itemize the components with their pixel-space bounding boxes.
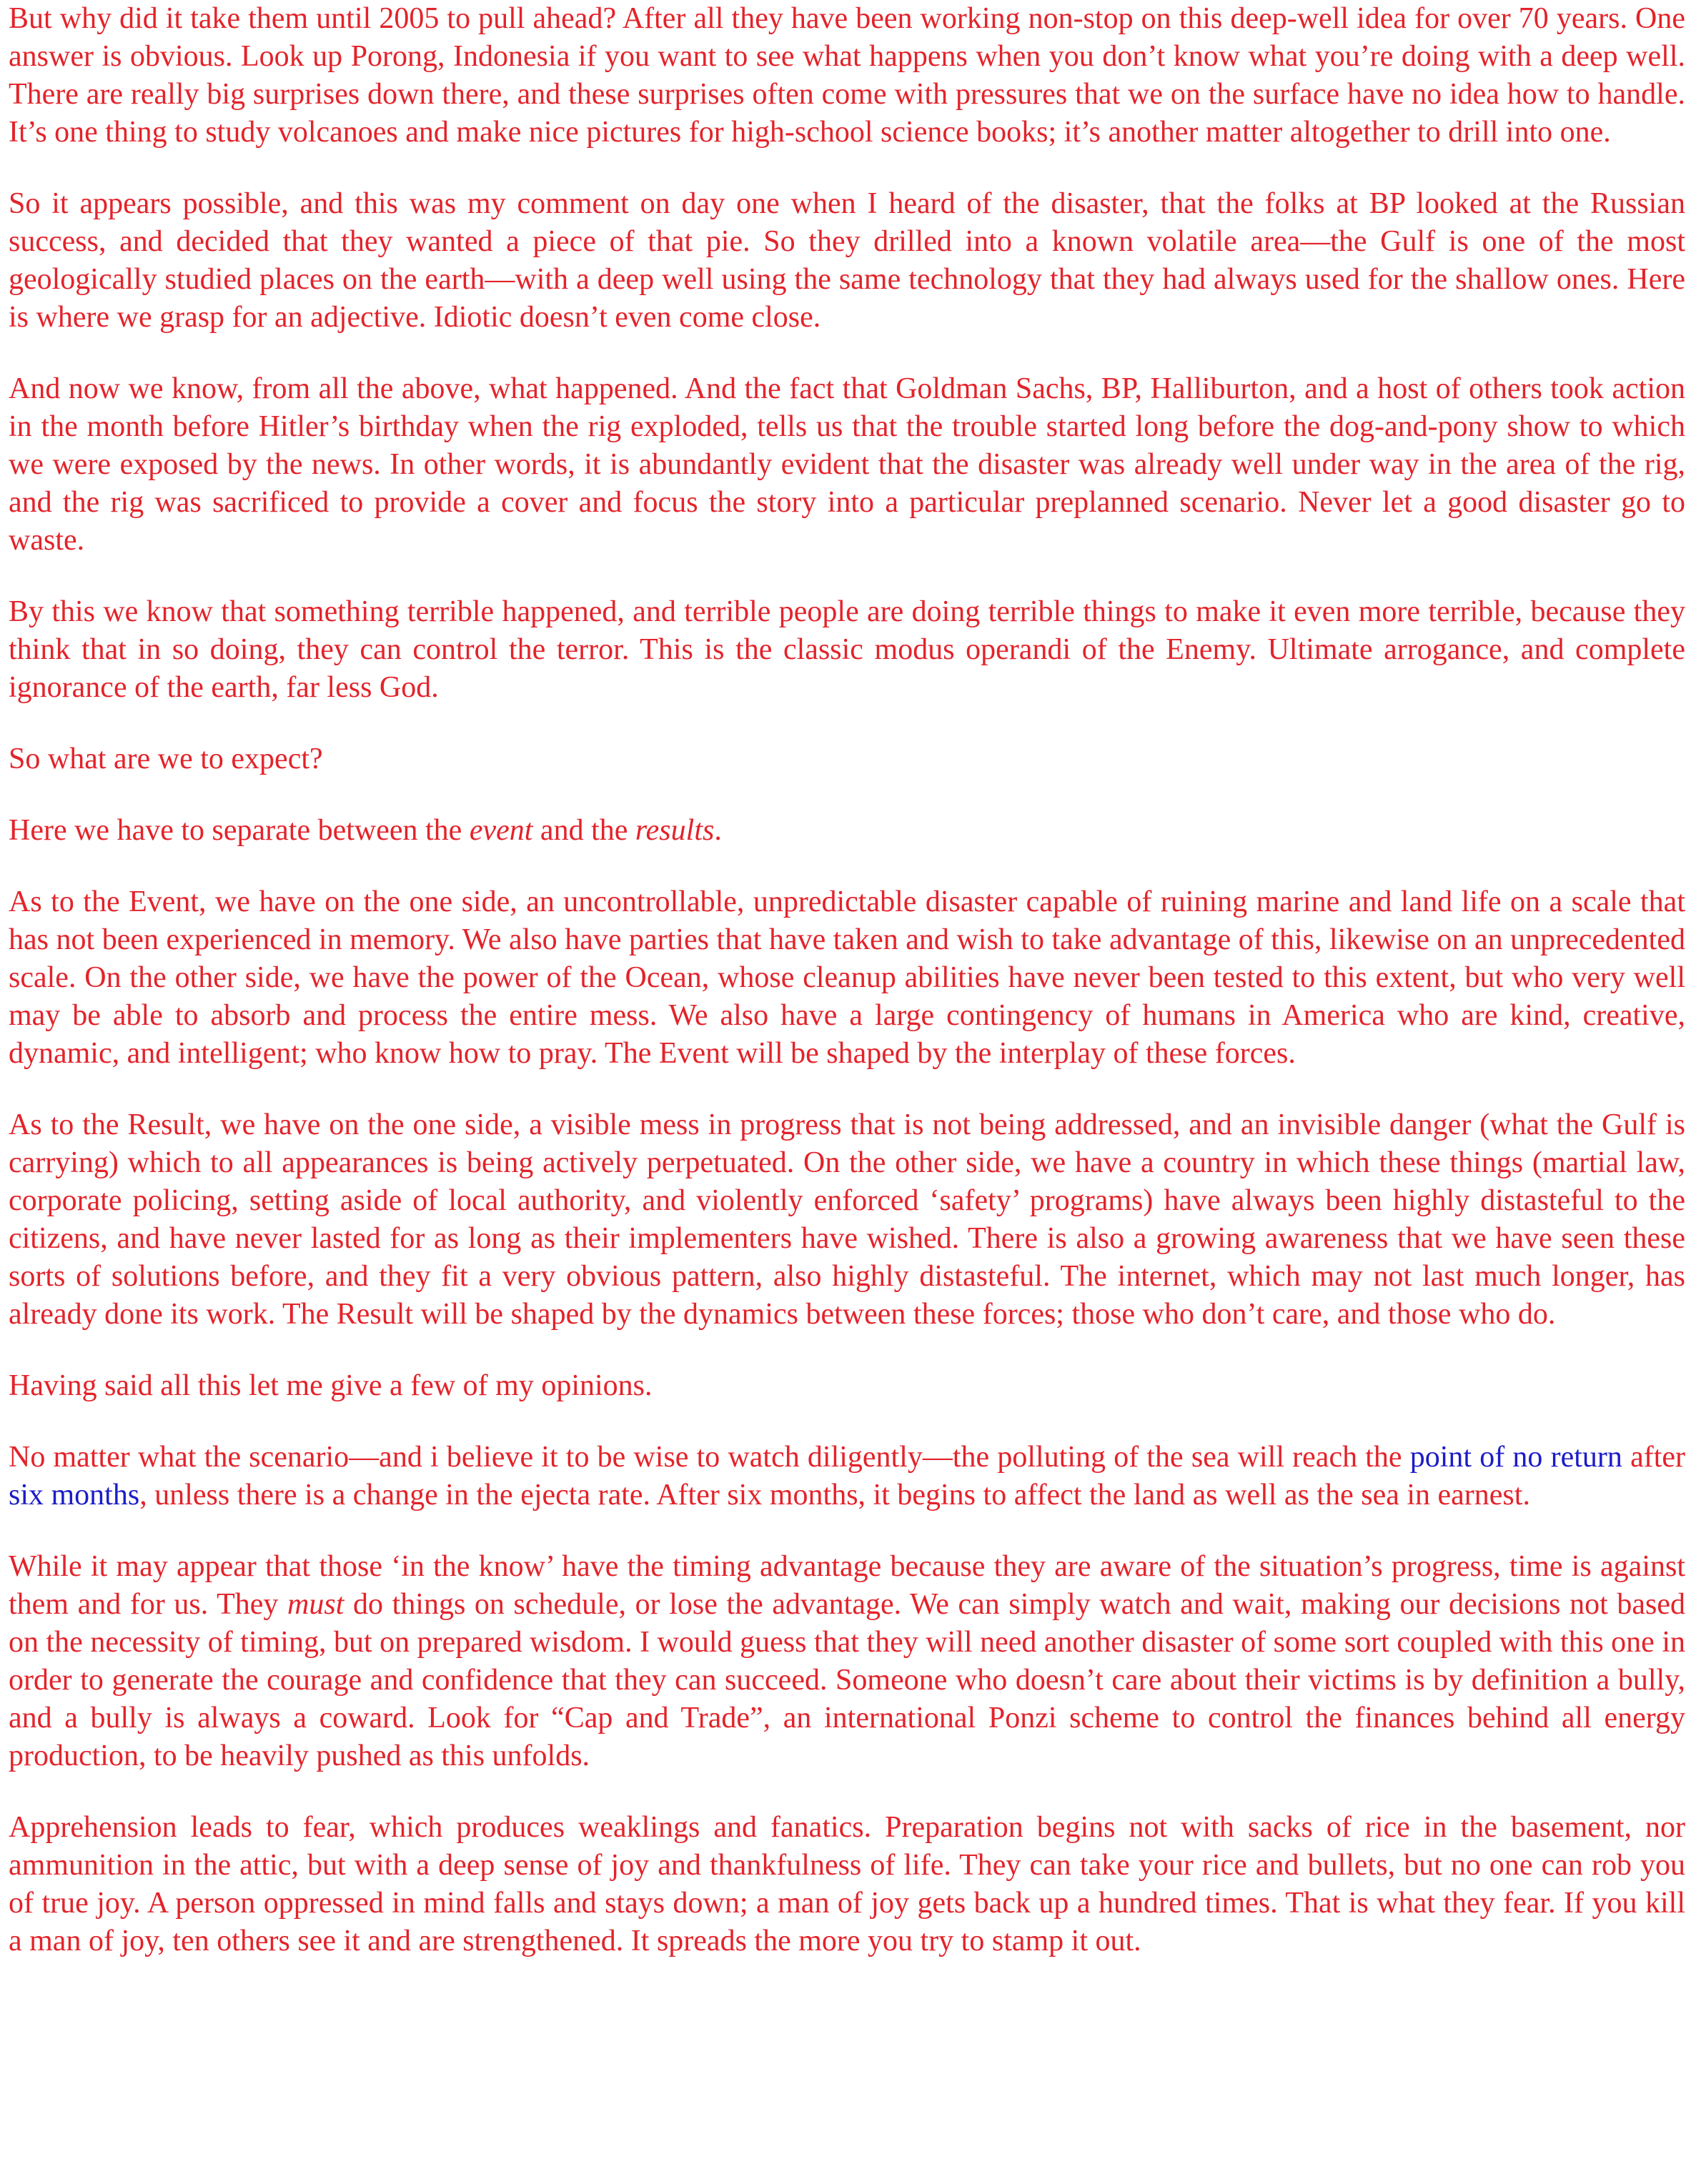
link-point-of-no-return[interactable]: point of no return xyxy=(1409,1441,1622,1474)
paragraph-what-happened: And now we know, from all the above, what happened. And the fact that Goldman Sachs, BP, Halliburton, and a host of others took action in the month before Hitler’s birthday when the rig exploded, tells us that the trouble started long before the dog-and-pony show to which we were exposed by the news. In other words, it is abundantly evident that the disaster was already well under way in the area of the rig, and the rig was sacrificed to provide a cover and focus the story into a particular preplanned scenario. Never let a good disaster go to waste. xyxy=(9,372,1685,557)
text-span: , unless there is a change in the ejecta rate. After six months, it begins to affect the land as well as the sea in earnest. xyxy=(139,1479,1530,1512)
text-span: do things on schedule, or lose the advantage. We can simply watch and wait, making our decisions not based on the necessity of timing, but on prepared wisdom. I would guess that they will need another disaster of some sort coupled with this one in order to generate the courage and confidence that they can succeed. Someone who doesn’t care about their victims is by definition a bully, and a bully is always a coward. Look for “Cap and Trade”, an international Ponzi scheme to control the finances behind all energy production, to be heavily pushed as this unfolds. xyxy=(9,1588,1685,1772)
link-six-months[interactable]: six months xyxy=(9,1479,140,1512)
emphasis-must: must xyxy=(287,1588,344,1621)
text-span: No matter what the scenario—and i believe it to be wise to watch diligently—the polluting of the sea will reach the xyxy=(9,1441,1410,1474)
emphasis-results: results xyxy=(635,814,715,847)
paragraph-apprehension-and-joy: Apprehension leads to fear, which produces weaklings and fanatics. Preparation begins not with sacks of rice in the basement, nor ammunition in the attic, but with a deep sense of joy and thankfulness of life. They can take your rice and bullets, but no one can rob you of true joy. A person oppressed in mind falls and stays down; a man of joy gets back up a hundred times. That is what they fear. If you kill a man of joy, ten others see it and are strengthened. It spreads the more you try to stamp it out. xyxy=(9,1811,1685,1957)
paragraph-what-to-expect: So what are we to expect? xyxy=(9,743,323,775)
paragraph-timing-advantage xyxy=(9,1548,1685,1775)
emphasis-event: event xyxy=(469,814,533,847)
text-span: Here we have to separate between the xyxy=(9,814,470,847)
paragraph-the-result: As to the Result, we have on the one side, a visible mess in progress that is not being addressed, and an invisible danger (what the Gulf is carrying) which to all appearances is being actively perpetuated. On the other side, we have a country in which these things (martial law, corporate policing, setting aside of local authority, and violently enforced ‘safety’ programs) have always been highly distasteful to the citizens, and have never lasted for as long as their implementers have wished. There is also a growing awareness that we have seen these sorts of solutions before, and they fit a very obvious pattern, also highly distasteful. The internet, which may not last much longer, has already done its work. The Result will be shaped by the dynamics between these forces; those who don’t care, and those who do. xyxy=(9,1108,1685,1331)
text-span: after xyxy=(1622,1441,1685,1474)
text-span: While it may appear that those ‘in the know’ have the timing advantage because they are aware of the situation’s progress, time is against them and for us. They xyxy=(9,1550,1685,1621)
paragraph-terrible-things: By this we know that something terrible happened, and terrible people are doing terrible things to make it even more terrible, because they think that in so doing, they can control the terror. This is the classic modus operandi of the Enemy. Ultimate arrogance, and complete ignorance of the earth, far less God. xyxy=(9,595,1685,704)
document-body xyxy=(9,0,1685,1960)
text-span: . xyxy=(714,814,722,847)
paragraph-opinions-intro: Having said all this let me give a few of my opinions. xyxy=(9,1369,653,1402)
paragraph-point-of-no-return xyxy=(9,1439,1685,1514)
paragraph-deep-well-history: But why did it take them until 2005 to pull ahead? After all they have been working non-stop on this deep-well idea for over 70 years. One answer is obvious. Look up Porong, Indonesia if you want to see what happens when you don’t know what you’re doing with a deep well. There are really big surprises down there, and these surprises often come with pressures that we on the surface have no idea how to handle. It’s one thing to study volcanoes and make nice pictures for high-school science books; it’s another matter altogether to drill into one. xyxy=(9,2,1685,149)
paragraph-bp-decision: So it appears possible, and this was my comment on day one when I heard of the disaster, that the folks at BP looked at the Russian success, and decided that they wanted a piece of that pie. So they drilled into a known volatile area—the Gulf is one of the most geologically studied places on the earth—with a deep well using the same technology that they had always used for the shallow ones. Here is where we grasp for an adjective. Idiotic doesn’t even come close. xyxy=(9,187,1685,334)
text-span: and the xyxy=(532,814,635,847)
paragraph-event-and-results xyxy=(9,812,1685,850)
paragraph-the-event: As to the Event, we have on the one side, an uncontrollable, unpredictable disaster capable of ruining marine and land life on a scale that has not been experienced in memory. We also have parties that have taken and wish to take advantage of this, likewise on an unprecedented scale. On the other side, we have the power of the Ocean, whose cleanup abilities have never been tested to this extent, but who very well may be able to absorb and process the entire mess. We also have a large contingency of humans in America who are kind, creative, dynamic, and intelligent; who know how to pray. The Event will be shaped by the interplay of these forces. xyxy=(9,885,1685,1070)
